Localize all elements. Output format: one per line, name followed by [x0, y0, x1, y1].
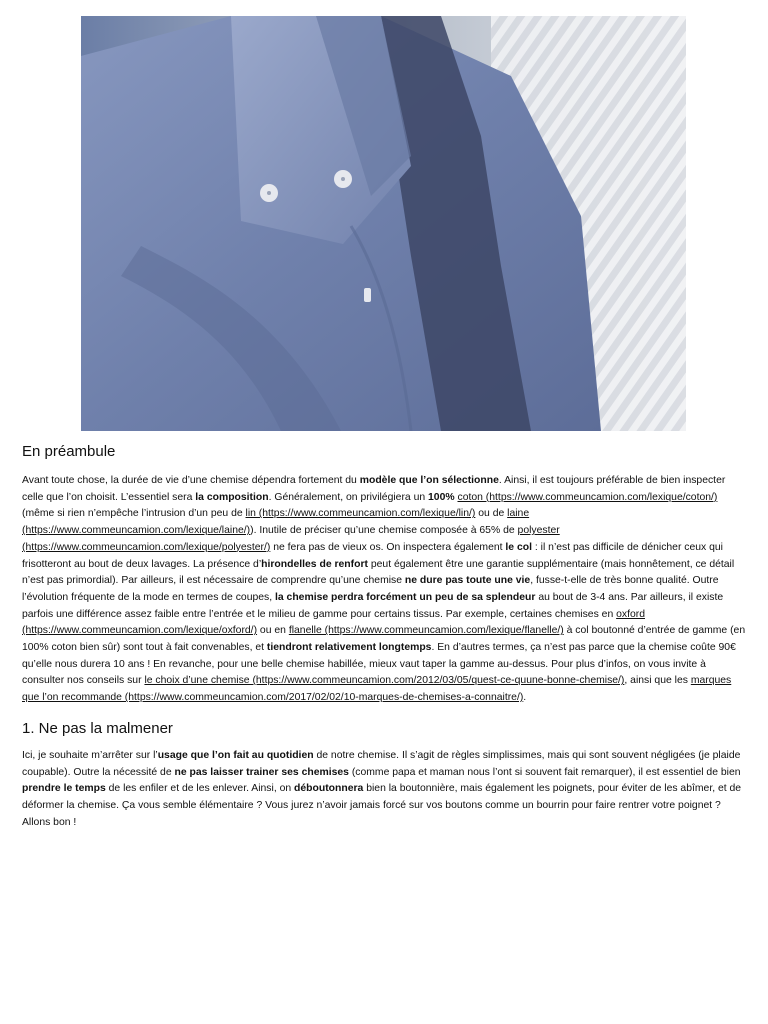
preambule-paragraph: Avant toute chose, la durée de vie d’une chemise dépendra fortement du modèle que l’on sélectionne. Ainsi, il est toujours préférable de bien inspecter celle que l’on choisit. L’essentiel sera la composition. Généralement, on privilégiera un 100% coton (https://www.commeuncamion.com/lexique/coton/) (même si rien n’empêche l’intrusion d’un peu de lin (https://www.commeuncamion.com/lexique/lin/) ou de laine (https://www.commeuncamion.com/lexique/laine/)). Inutile de préciser qu’une chemise composée à 65% de polyester (https://www.commeuncamion.com/lexique/polyester/) ne fera pas de vieux os. On inspectera également le col : il n’est pas difficile de dénicher ceux qui frisotteront au bout de deux lavages. La présence d’hirondelles de renfort peut également être une garantie supplémentaire (mais honnêtement, ce détail n’est pas primordial). Par ailleurs, il est nécessaire de comprendre qu’une chemise ne dure pas toute une vie, fusse-t-elle de très bonne qualité. Outre l’évolution fréquente de la mode en termes de coupes, la chemise perdra forcément un peu de sa splendeur au bout de 3-4 ans. Par ailleurs, il existe parfois une différence assez faible entre l’entrée et le milieu de gamme pour certains tissus. Par exemple, certaines chemises en oxford (https://www.commeuncamion.com/lexique/oxford/) ou en flanelle (https://www.commeuncamion.com/lexique/flanelle/) à col boutonné d’entrée de gamme (en 100% coton bien sûr) sont tout à fait convenables, et tiendront relativement longtemps. En d’autres termes, ça n’est pas parce que la chemise coûte 90€ qu’elle nous durera 10 ans ! En revanche, pour une belle chemise habillée, mieux vaut taper la gamme au-dessus. Pour plus d’infos, on vous invite à consulter nos conseils sur le choix d’une chemise (https://www.commeuncamion.com/2012/03/05/quest-ce-quune-bonne-chemise/), ainsi que les marques que l’on recommande (https://www.commeuncamion.com/2017/02/02/10-marques-de-chemises-a-connaitre/).	[22, 475, 746, 704]
shirt-photo-icon	[81, 16, 686, 431]
section-heading-malmener: 1. Ne pas la malmener	[22, 719, 173, 737]
article-content	[22, 440, 748, 831]
link-lin[interactable]: lin (https://www.commeuncamion.com/lexique/lin/)	[245, 508, 476, 520]
malmener-paragraph: Ici, je souhaite m’arrêter sur l’usage que l’on fait au quotidien de notre chemise. Il s’agit de règles simplissimes, mais qui sont souvent négligées (je plaide coupable). Outre la nécessité de ne pas laisser trainer ses chemises (comme papa et maman nous l’ont si souvent fait remarquer), il est essentiel de bien prendre le temps de les enfiler et de les enlever. Ainsi, on déboutonnera bien la boutonnière, mais également les poignets, pour éviter de les abîmer, et de déformer la chemise. Ça vous semble élémentaire ? Vous jurez n’avoir jamais forcé sur vos boutons comme un bourrin pour faire rentrer votre poignet ? Allons bon !	[22, 749, 742, 828]
link-flanelle[interactable]: flanelle (https://www.commeuncamion.com/lexique/flanelle/)	[288, 625, 564, 637]
link-choix-chemise[interactable]: le choix d’une chemise (https://www.commeuncamion.com/2012/03/05/quest-ce-quune-bonne-chemise/)	[144, 675, 625, 687]
link-oxford[interactable]: oxford (https://www.commeuncamion.com/lexique/oxford/)	[22, 608, 645, 637]
link-laine[interactable]: laine (https://www.commeuncamion.com/lexique/laine/)	[22, 508, 530, 537]
article-hero-image	[81, 16, 686, 431]
link-polyester[interactable]: polyester (https://www.commeuncamion.com/lexique/polyester/)	[22, 525, 560, 553]
link-marques[interactable]: marques que l’on recommande (https://www.commeuncamion.com/2017/02/02/10-marques-de-chemises-a-connaitre/)	[22, 675, 732, 704]
link-coton[interactable]: coton (https://www.commeuncamion.com/lexique/coton/)	[457, 491, 718, 503]
section-heading-preambule: En préambule	[22, 443, 116, 460]
